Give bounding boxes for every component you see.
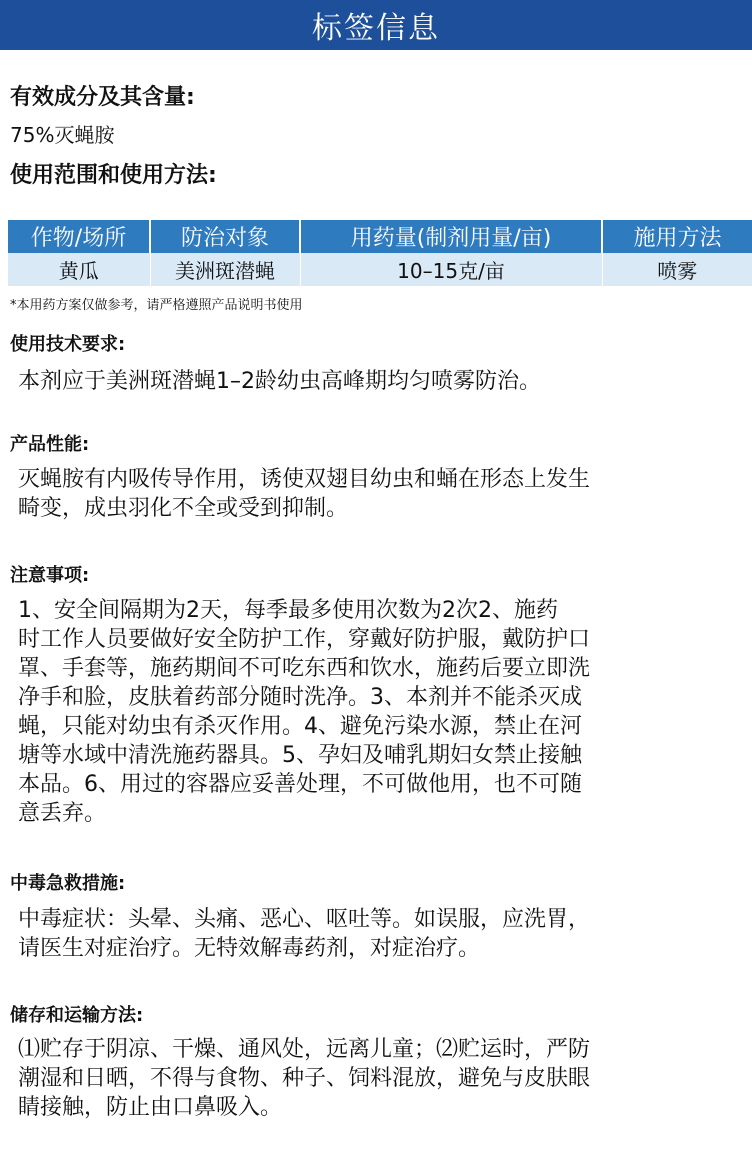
text-line: 潮湿和日晒，不得与食物、种子、饲料混放，避免与皮肤眼 — [18, 1066, 591, 1091]
text-line: 本剂应于美洲斑潜蝇1–2龄幼虫高峰期均匀喷雾防治。 — [18, 369, 541, 394]
firstaid-body-wrap — [0, 905, 736, 963]
table-cell: 10–15克/亩 — [300, 253, 602, 286]
ingredient-value-wrap — [0, 119, 114, 148]
cautions-body-wrap — [0, 596, 736, 828]
table-cell: 黄瓜 — [8, 253, 150, 286]
storage-section — [0, 1001, 143, 1027]
usage-table-wrap — [0, 220, 752, 286]
table-header-cell: 用药量(制剂用量/亩) — [300, 220, 602, 253]
text-line: 净手和脸，皮肤着药部分随时洗净。3、本剂并不能杀灭成 — [18, 685, 582, 710]
usage-note-wrap — [0, 294, 303, 313]
text-line: 灭蝇胺有内吸传导作用，诱使双翅目幼虫和蛹在形态上发生 — [18, 467, 591, 492]
firstaid-heading: 中毒急救措施: — [10, 873, 126, 894]
page-title: 标签信息 — [312, 11, 440, 46]
text-line: 睛接触，防止由口鼻吸入。 — [18, 1095, 283, 1120]
tech-section — [0, 330, 125, 356]
table-header-cell: 施用方法 — [602, 220, 752, 253]
tech-body-wrap — [0, 367, 736, 396]
cautions-section — [0, 561, 89, 587]
text-line: 塘等水域中清洗施药器具。5、孕妇及哺乳期妇女禁止接触 — [18, 743, 582, 768]
usage-table — [8, 220, 752, 286]
performance-body — [18, 465, 736, 523]
text-line: ⑴贮存于阴凉、干燥、通风处，远离儿童；⑵贮运时，严防 — [18, 1037, 591, 1062]
cautions-body — [18, 596, 736, 828]
table-row — [8, 253, 752, 286]
ingredient-heading: 有效成分及其含量: — [10, 85, 195, 110]
cautions-heading: 注意事项: — [10, 565, 90, 586]
text-line: 畸变，成虫羽化不全或受到抑制。 — [18, 496, 349, 521]
usage-note: *本用药方案仅做参考，请严格遵照产品说明书使用 — [10, 298, 303, 313]
performance-section — [0, 430, 89, 456]
text-line: 时工作人员要做好安全防护工作，穿戴好防护服，戴防护口 — [18, 627, 591, 652]
tech-heading: 使用技术要求: — [10, 334, 126, 355]
text-line: 本品。6、用过的容器应妥善处理，不可做他用，也不可随 — [18, 772, 582, 797]
text-line: 意丢弃。 — [18, 801, 107, 826]
tech-body — [18, 367, 736, 396]
storage-body-wrap — [0, 1035, 736, 1122]
ingredient-value: 75%灭蝇胺 — [10, 123, 115, 147]
title-banner — [0, 0, 752, 50]
storage-body — [18, 1035, 736, 1122]
table-header-cell: 作物/场所 — [8, 220, 150, 253]
storage-heading: 储存和运输方法: — [10, 1005, 144, 1026]
text-line: 中毒症状：头晕、头痛、恶心、呕吐等。如误服，应洗胃， — [18, 907, 591, 932]
table-cell: 喷雾 — [602, 253, 752, 286]
table-cell: 美洲斑潜蝇 — [150, 253, 300, 286]
text-line: 1、安全间隔期为2天，每季最多使用次数为2次2、施药 — [18, 598, 558, 623]
ingredient-section — [0, 80, 195, 111]
text-line: 罩、手套等，施药期间不可吃东西和饮水，施药后要立即洗 — [18, 656, 591, 681]
firstaid-section — [0, 869, 125, 895]
text-line: 请医生对症治疗。无特效解毒药剂，对症治疗。 — [18, 936, 481, 961]
table-header-row — [8, 220, 752, 253]
table-header-cell: 防治对象 — [150, 220, 300, 253]
usage-heading: 使用范围和使用方法: — [10, 163, 217, 188]
firstaid-body — [18, 905, 736, 963]
performance-heading: 产品性能: — [10, 434, 90, 455]
performance-body-wrap — [0, 465, 736, 523]
text-line: 蝇，只能对幼虫有杀灭作用。4、避免污染水源，禁止在河 — [18, 714, 582, 739]
usage-heading-wrap — [0, 158, 217, 189]
